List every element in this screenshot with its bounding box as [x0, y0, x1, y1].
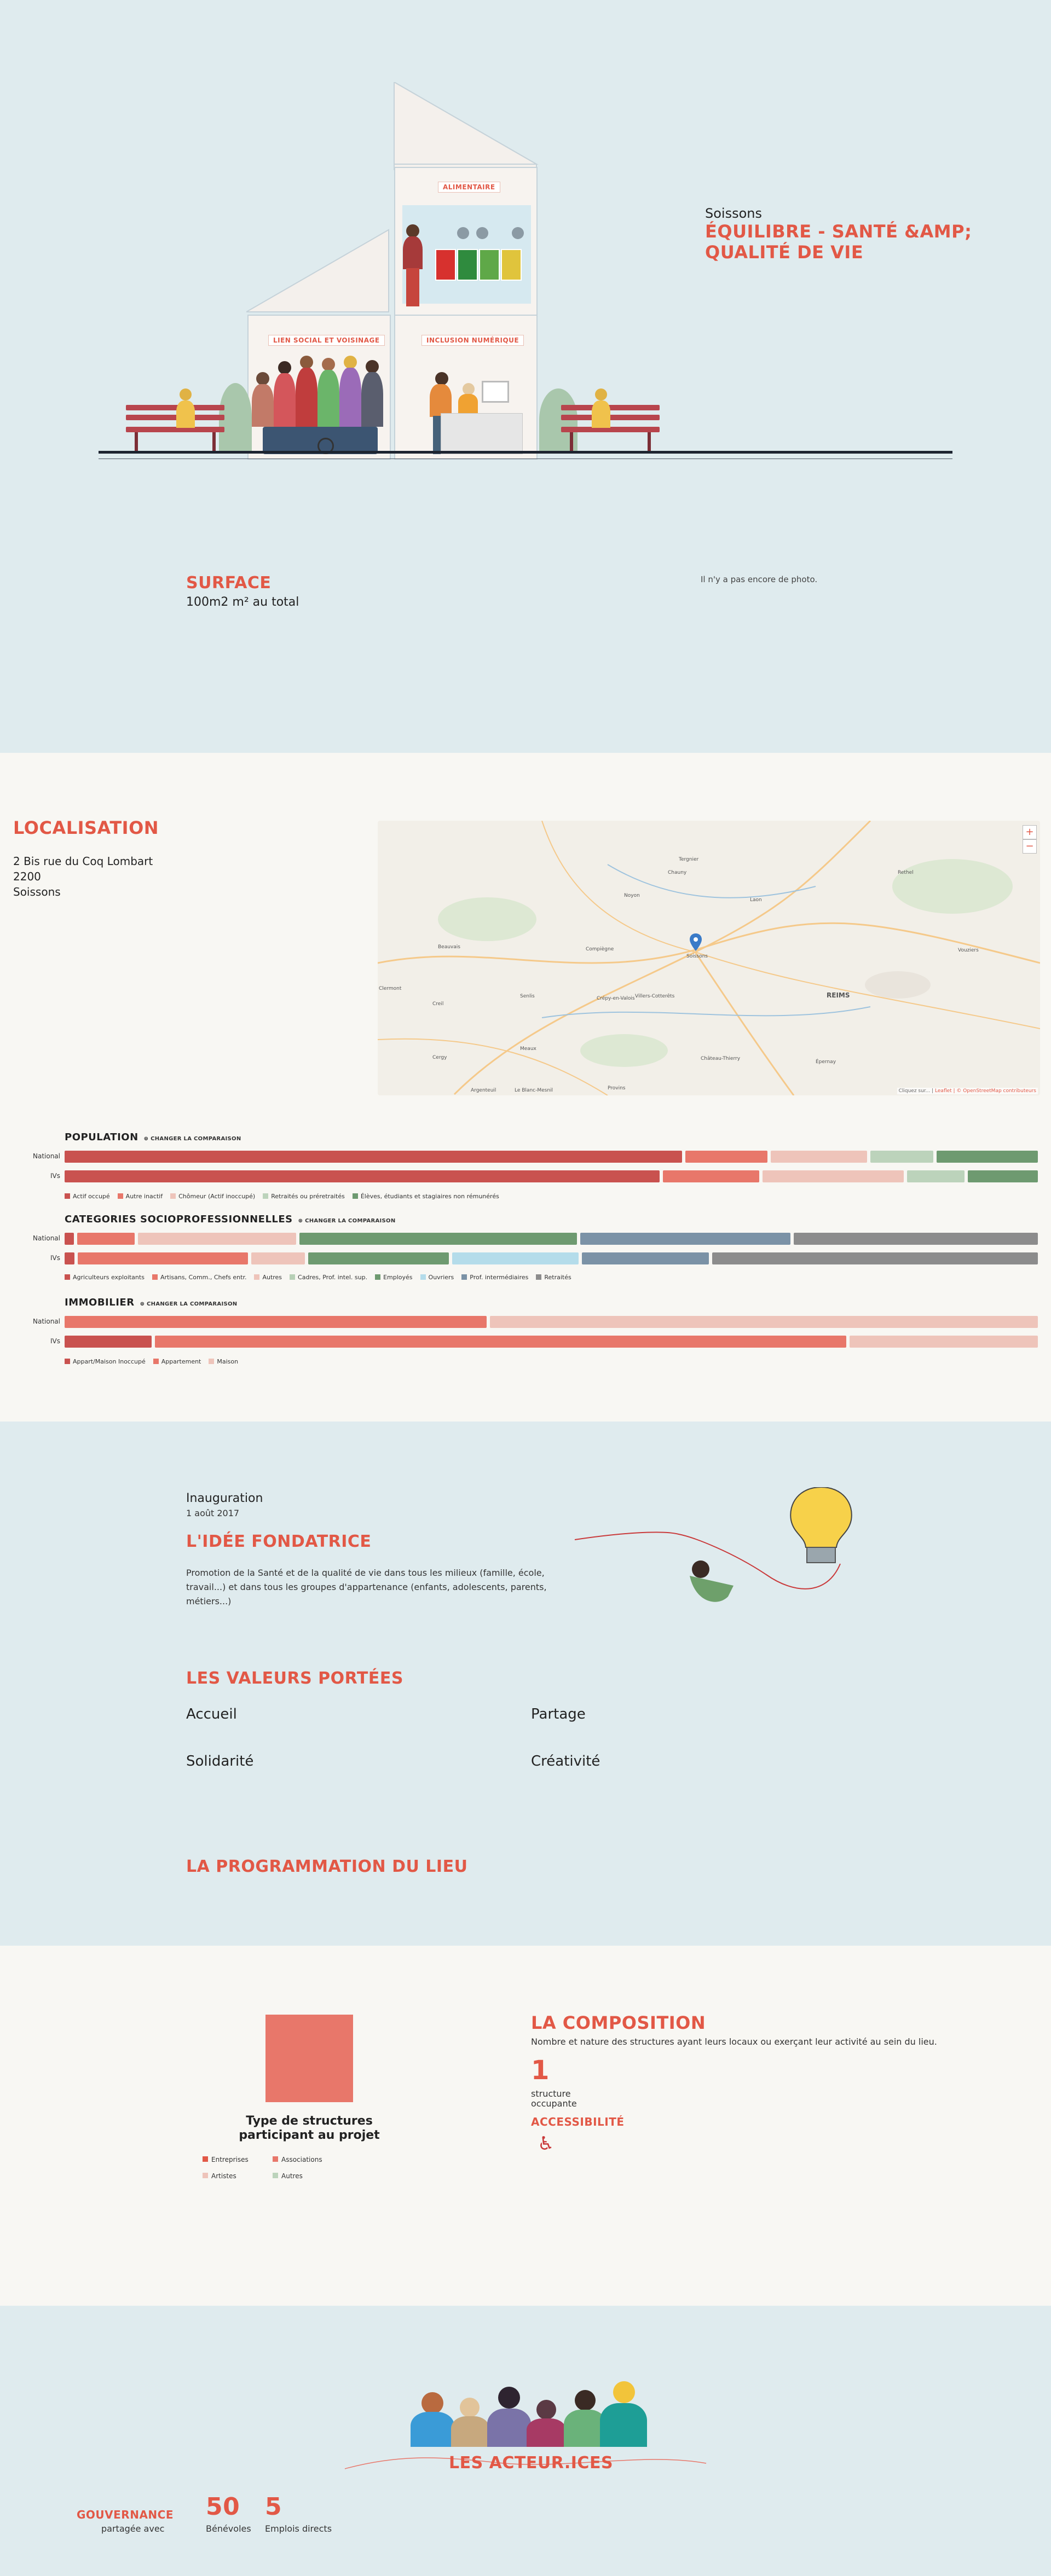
bench-left [126, 399, 224, 451]
legend-swatch [375, 1274, 380, 1280]
bar-segment [155, 1336, 846, 1348]
bar-segment [65, 1170, 660, 1182]
legend-item [65, 1274, 145, 1281]
legend-swatch [65, 1359, 70, 1364]
population-compare-button[interactable]: ⊕ CHANGER LA COMPARAISON [143, 1136, 241, 1142]
map-attribution-link[interactable]: Leaflet | © OpenStreetMap contributeurs [935, 1088, 1036, 1094]
legend-item [536, 1274, 571, 1281]
immobilier-block-title [65, 1297, 237, 1308]
map-town: Clermont [379, 986, 402, 991]
bench-right [561, 399, 660, 451]
map-zoom-in-button[interactable]: + [1023, 825, 1037, 839]
gouvernance-title: GOUVERNANCE [77, 2508, 174, 2521]
bar-segment [308, 1252, 449, 1264]
immobilier-title: IMMOBILIER [65, 1297, 135, 1308]
legend-swatch [273, 2173, 278, 2178]
people-illustration [405, 2370, 651, 2447]
map-town: Senlis [520, 994, 535, 999]
legend-swatch [65, 1274, 70, 1280]
bar-segment [78, 1252, 248, 1264]
no-photo-text: Il n'y a pas encore de photo. [701, 575, 818, 584]
structure-count: 1 [531, 2055, 550, 2086]
idee-section [0, 1422, 1051, 1946]
bar-segment [685, 1151, 767, 1163]
bar-segment [763, 1170, 904, 1182]
computer-help-scene [408, 367, 528, 454]
legend-label: Appart/Maison Inoccupé [73, 1358, 146, 1365]
surface-value: 100m2 m² au total [186, 595, 299, 609]
bar-segment [65, 1233, 74, 1245]
bar-segment [968, 1170, 1038, 1182]
population-legend [65, 1193, 499, 1200]
map-town: REIMS [827, 991, 850, 999]
csp-block-title [65, 1214, 396, 1225]
legend-label: Autres [262, 1274, 282, 1281]
surface-title: SURFACE [186, 573, 272, 593]
legend-swatch [203, 2156, 208, 2162]
legend-label: Employés [383, 1274, 413, 1281]
bar-segment [65, 1252, 74, 1264]
legend-item [375, 1274, 412, 1281]
legend-label: Prof. intermédiaires [470, 1274, 529, 1281]
legend-label: Autre inactif [125, 1193, 163, 1200]
bar-segment [870, 1151, 933, 1163]
legend-label: Artistes [211, 2172, 236, 2180]
population-title: POPULATION [65, 1132, 138, 1143]
map-town: Argenteuil [471, 1088, 496, 1093]
row-label-national: National [32, 1152, 60, 1160]
bar-segment [452, 1252, 579, 1264]
map-attribution-prefix: Cliquez sur... | [898, 1088, 934, 1094]
legend-item [420, 1274, 454, 1281]
row-label-local: IVs [50, 1254, 60, 1262]
programmation-title: LA PROGRAMMATION DU LIEU [186, 1857, 468, 1876]
emplois-label: Emplois directs [265, 2523, 332, 2534]
location-map[interactable] [378, 821, 1040, 1095]
alimentaire-label: ALIMENTAIRE [438, 182, 500, 193]
legend-label: Agriculteurs exploitants [73, 1274, 145, 1281]
composition-description: Nombre et nature des structures ayant leurs locaux ou exerçant leur activité au sein du lieu. [531, 2037, 937, 2047]
valeur-item: Créativité [531, 1753, 600, 1769]
acteurs-title: LES ACTEUR.ICES [449, 2453, 614, 2473]
csp-title: CATEGORIES SOCIOPROFESSIONNELLES [65, 1214, 293, 1225]
map-town: Cergy [432, 1055, 447, 1060]
row-label-national: National [32, 1234, 60, 1242]
legend-item [152, 1274, 247, 1281]
structure-count-label: structure occupante [531, 2088, 577, 2109]
wheelchair-icon: ♿ [538, 2133, 555, 2155]
lien-social-label: LIEN SOCIAL ET VOISINAGE [268, 335, 385, 346]
map-town: Compiègne [586, 947, 614, 952]
legend-swatch [353, 1193, 358, 1199]
legend-label: Ouvriers [428, 1274, 454, 1281]
bar-segment [582, 1252, 708, 1264]
population-local-bar [65, 1170, 1038, 1182]
legend-label: Artisans, Comm., Chefs entr. [160, 1274, 247, 1281]
hero-section [0, 0, 1051, 753]
map-town: Château-Thierry [701, 1056, 741, 1061]
immobilier-legend [65, 1358, 238, 1365]
legend-label: Élèves, étudiants et stagiaires non rémunérés [360, 1193, 499, 1200]
map-town: Le Blanc-Mesnil [515, 1088, 553, 1093]
map-town: Épernay [816, 1059, 836, 1065]
immobilier-compare-button[interactable]: ⊕ CHANGER LA COMPARAISON [140, 1301, 238, 1307]
map-roads [378, 821, 1040, 1095]
csp-local-bar [65, 1252, 1038, 1264]
population-block-title [65, 1132, 241, 1143]
row-label-local: IVs [50, 1337, 60, 1345]
acteurs-section [0, 2306, 1051, 2576]
legend-swatch [461, 1274, 467, 1280]
legend-label: Associations [281, 2156, 322, 2163]
idee-text: Promotion de la Santé et de la qualité de vie dans tous les milieux (famille, école, travail...) et dans tous les groupes d'appartenance (enfants, adolescents, parents, métiers...) [186, 1568, 547, 1606]
page-title: ÉQUILIBRE - SANTÉ &AMP; QUALITÉ DE VIE [705, 221, 972, 263]
legend-item [153, 1358, 201, 1365]
bar-segment [850, 1336, 1038, 1348]
legend-label: Appartement [161, 1358, 201, 1365]
legend-swatch [152, 1274, 158, 1280]
legend-item [65, 1358, 146, 1365]
structures-chart-title: Type de structures participant au projet [239, 2114, 380, 2142]
legend-item [290, 1274, 367, 1281]
legend-label: Maison [217, 1358, 239, 1365]
city-name: Soissons [705, 206, 762, 221]
map-town: Creil [432, 1001, 444, 1007]
address-postcode: 2200 [13, 870, 41, 883]
bar-segment [299, 1233, 577, 1245]
localisation-title: LOCALISATION [13, 817, 159, 838]
population-national-bar [65, 1151, 1038, 1163]
structures-legend-col2 [273, 2151, 382, 2184]
bar-segment [907, 1170, 965, 1182]
bar-segment [937, 1151, 1038, 1163]
map-town: Vouziers [958, 948, 979, 953]
lightbulb-illustration [569, 1487, 876, 1618]
benevoles-label: Bénévoles [206, 2523, 251, 2534]
bar-segment [712, 1252, 1038, 1264]
gouvernance-subtitle: partagée avec [101, 2523, 165, 2534]
accessibilite-title: ACCESSIBILITÉ [531, 2115, 625, 2128]
legend-swatch [170, 1193, 176, 1199]
ground-line [99, 451, 952, 454]
immobilier-national-bar [65, 1316, 1038, 1328]
csp-compare-button[interactable]: ⊕ CHANGER LA COMPARAISON [298, 1218, 396, 1224]
legend-swatch [209, 1359, 214, 1364]
row-label-local: IVs [50, 1172, 60, 1180]
legend-label: Retraités ou préretraités [271, 1193, 345, 1200]
legend-swatch [153, 1359, 159, 1364]
bar-segment [65, 1316, 487, 1328]
legend-swatch [273, 2156, 278, 2162]
address [13, 854, 153, 900]
shopper-figure [400, 224, 427, 306]
legend-swatch [420, 1274, 426, 1280]
map-town: Rethel [898, 870, 914, 875]
emplois-count: 5 [265, 2493, 282, 2521]
legend-label: Actif occupé [73, 1193, 110, 1200]
map-town: Tergnier [679, 857, 699, 862]
legend-swatch [203, 2173, 208, 2178]
legend-item [118, 1193, 163, 1200]
map-attribution [897, 1088, 1038, 1094]
legend-item [461, 1274, 528, 1281]
legend-label: Cadres, Prof. intel. sup. [298, 1274, 368, 1281]
composition-section [0, 1946, 1051, 2306]
bar-segment [580, 1233, 791, 1245]
map-town: Chauny [668, 870, 687, 875]
legend-swatch [536, 1274, 541, 1280]
bar-segment [771, 1151, 867, 1163]
legend-label: Autres [281, 2172, 303, 2180]
legend-item [209, 1358, 238, 1365]
benevoles-count: 50 [206, 2493, 240, 2521]
immobilier-local-bar [65, 1336, 1038, 1348]
legend-item [170, 1193, 255, 1200]
map-town: Provins [608, 1086, 626, 1091]
valeur-item: Solidarité [186, 1753, 254, 1769]
legend-label: Chômeur (Actif inoccupé) [178, 1193, 256, 1200]
legend-swatch [254, 1274, 259, 1280]
map-town: Villers-Cotterêts [635, 994, 675, 999]
legend-item [263, 1193, 345, 1200]
inauguration-label: Inauguration [186, 1492, 263, 1505]
valeur-item: Accueil [186, 1706, 237, 1722]
row-label-national: National [32, 1318, 60, 1325]
csp-national-bar [65, 1233, 1038, 1245]
localisation-section [0, 753, 1051, 1422]
map-town: Crépy-en-Valois [597, 996, 635, 1001]
map-town: Meaux [520, 1046, 536, 1052]
legend-item [353, 1193, 499, 1200]
map-town: Beauvais [438, 944, 460, 950]
location-pin-icon [690, 933, 702, 951]
legend-swatch [118, 1193, 123, 1199]
bar-segment [490, 1316, 1038, 1328]
map-marker[interactable] [690, 933, 702, 951]
bar-segment [65, 1336, 152, 1348]
legend-item [254, 1274, 282, 1281]
valeur-item: Partage [531, 1706, 586, 1722]
bar-segment [251, 1252, 305, 1264]
bar-segment [794, 1233, 1038, 1245]
bar-segment [77, 1233, 135, 1245]
idee-title: L'IDÉE FONDATRICE [186, 1532, 372, 1551]
inauguration-date: 1 août 2017 [186, 1508, 240, 1518]
legend-swatch [263, 1193, 268, 1199]
structures-chart-square [265, 2015, 353, 2102]
community-group [252, 356, 389, 454]
valeurs-title: LES VALEURS PORTÉES [186, 1669, 403, 1688]
legend-label: Entreprises [211, 2156, 249, 2163]
address-street: 2 Bis rue du Coq Lombart [13, 855, 153, 868]
bar-segment [663, 1170, 759, 1182]
csp-legend [65, 1274, 571, 1281]
map-town: Noyon [624, 893, 640, 898]
inclusion-numerique-label: INCLUSION NUMÉRIQUE [421, 335, 524, 346]
legend-label: Retraités [544, 1274, 571, 1281]
legend-item [65, 1193, 110, 1200]
bar-segment [65, 1151, 682, 1163]
legend-swatch [65, 1193, 70, 1199]
address-city: Soissons [13, 885, 61, 898]
map-town: Laon [750, 897, 762, 903]
bar-segment [138, 1233, 296, 1245]
map-marker-label: Soissons [686, 954, 708, 959]
composition-title: LA COMPOSITION [531, 2012, 706, 2033]
legend-swatch [290, 1274, 295, 1280]
map-zoom-out-button[interactable]: − [1023, 839, 1037, 854]
